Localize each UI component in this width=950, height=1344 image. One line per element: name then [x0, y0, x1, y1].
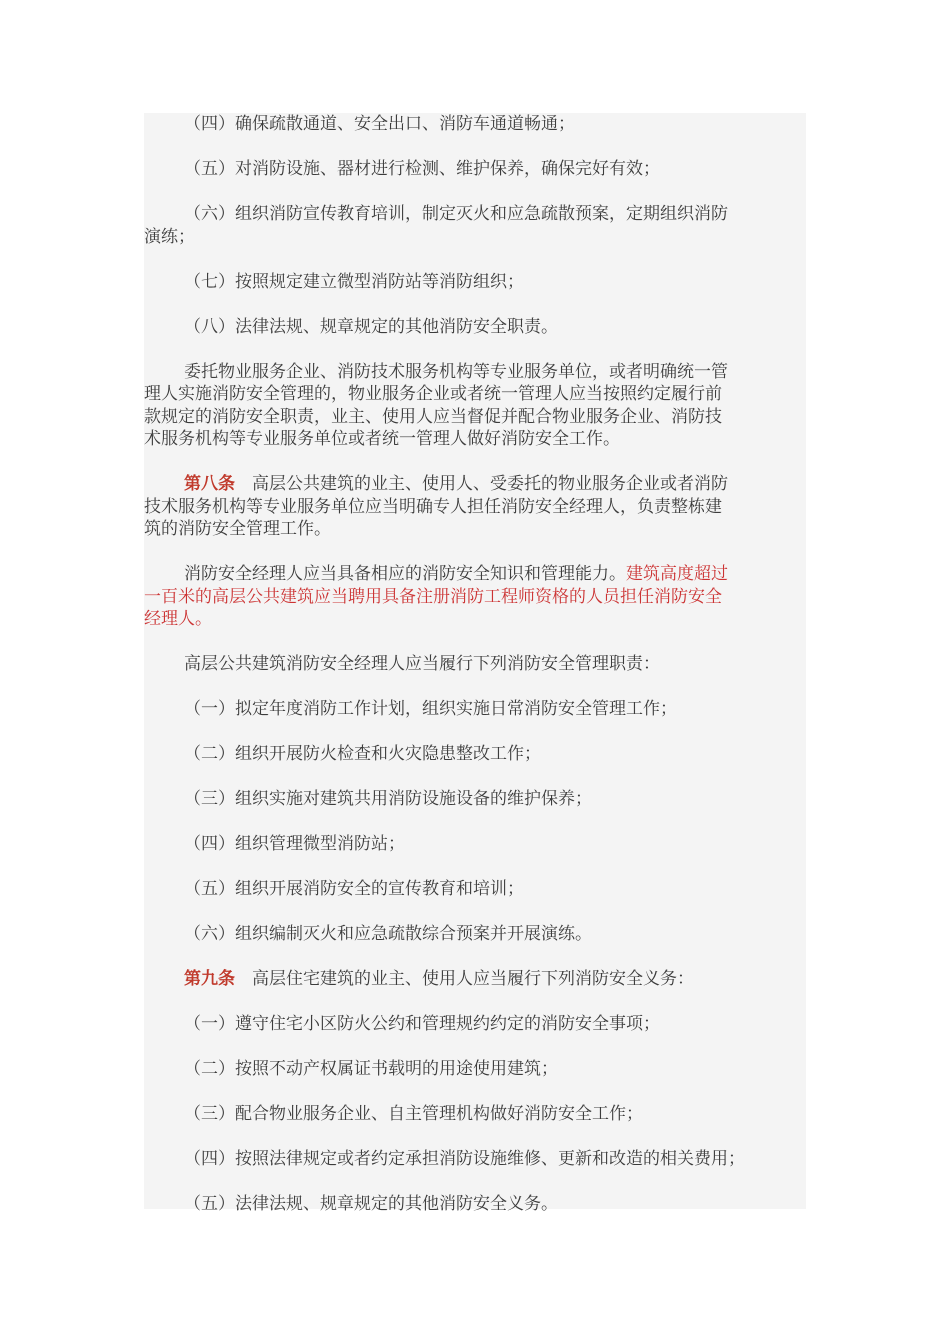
- list-item: （二）组织开展防火检查和火灾隐患整改工作；: [184, 744, 541, 764]
- line: [144, 563, 806, 586]
- list-item: [144, 203, 806, 248]
- line: [144, 473, 806, 496]
- list-item: （四）确保疏散通道、安全出口、消防车通道畅通；: [184, 114, 575, 134]
- list-item: （一）拟定年度消防工作计划，组织实施日常消防安全管理工作；: [184, 699, 677, 719]
- plain-text: 消防安全经理人应当具备相应的消防安全知识和管理能力。: [184, 564, 626, 584]
- article-heading: 第八条: [184, 474, 235, 494]
- line: 筑的消防安全管理工作。: [144, 519, 331, 539]
- list-item: （四）按照法律规定或者约定承担消防设施维修、更新和改造的相关费用；: [184, 1149, 745, 1169]
- list-item: （一）遵守住宅小区防火公约和管理规约约定的消防安全事项；: [184, 1014, 660, 1034]
- article-9: [144, 968, 806, 991]
- line: 理人实施消防安全管理的，物业服务企业或者统一管理人应当按照约定履行前: [144, 384, 722, 404]
- document-body: [144, 113, 806, 1216]
- line: 款规定的消防安全职责，业主、使用人应当督促并配合物业服务企业、消防技: [144, 406, 722, 427]
- line: 演练；: [144, 226, 195, 247]
- article-heading: 第九条: [184, 969, 235, 989]
- list-item: （二）按照不动产权属证书载明的用途使用建筑；: [184, 1059, 558, 1079]
- line: 委托物业服务企业、消防技术服务机构等专业服务单位，或者明确统一管: [184, 361, 728, 382]
- paragraph-manager: [144, 563, 806, 631]
- list-item: （七）按照规定建立微型消防站等消防组织；: [184, 271, 524, 292]
- highlight-text: 建筑高度超过: [626, 564, 728, 584]
- line: 技术服务机构等专业服务单位应当明确专人担任消防安全经理人，负责整栋建: [144, 496, 722, 517]
- article-8: [144, 473, 806, 541]
- article-text: 高层住宅建筑的业主、使用人应当履行下列消防安全义务：: [252, 969, 694, 989]
- list-item: （六）组织编制灭火和应急疏散综合预案并开展演练。: [184, 924, 592, 944]
- article-text: 高层公共建筑的业主、使用人、受委托的物业服务企业或者消防: [252, 474, 728, 494]
- list-item: （三）组织实施对建筑共用消防设施设备的维护保养；: [184, 789, 592, 809]
- list-item: （八）法律法规、规章规定的其他消防安全职责。: [184, 316, 558, 337]
- duties-intro: 高层公共建筑消防安全经理人应当履行下列消防安全管理职责：: [184, 654, 660, 674]
- list-item: （三）配合物业服务企业、自主管理机构做好消防安全工作；: [184, 1104, 643, 1124]
- list-item: （五）法律法规、规章规定的其他消防安全义务。: [184, 1194, 558, 1214]
- highlight-text: 一百米的高层公共建筑应当聘用具备注册消防工程师资格的人员担任消防安全: [144, 586, 722, 607]
- list-item: （四）组织管理微型消防站；: [184, 834, 405, 854]
- list-item: （五）对消防设施、器材进行检测、维护保养，确保完好有效；: [184, 159, 660, 179]
- highlight-text: 经理人。: [144, 609, 212, 629]
- line: （六）组织消防宣传教育培训，制定灭火和应急疏散预案，定期组织消防: [184, 204, 728, 224]
- paragraph-entrust: [144, 361, 806, 451]
- list-item: （五）组织开展消防安全的宣传教育和培训；: [184, 879, 524, 899]
- line: 术服务机构等专业服务单位或者统一管理人做好消防安全工作。: [144, 429, 620, 449]
